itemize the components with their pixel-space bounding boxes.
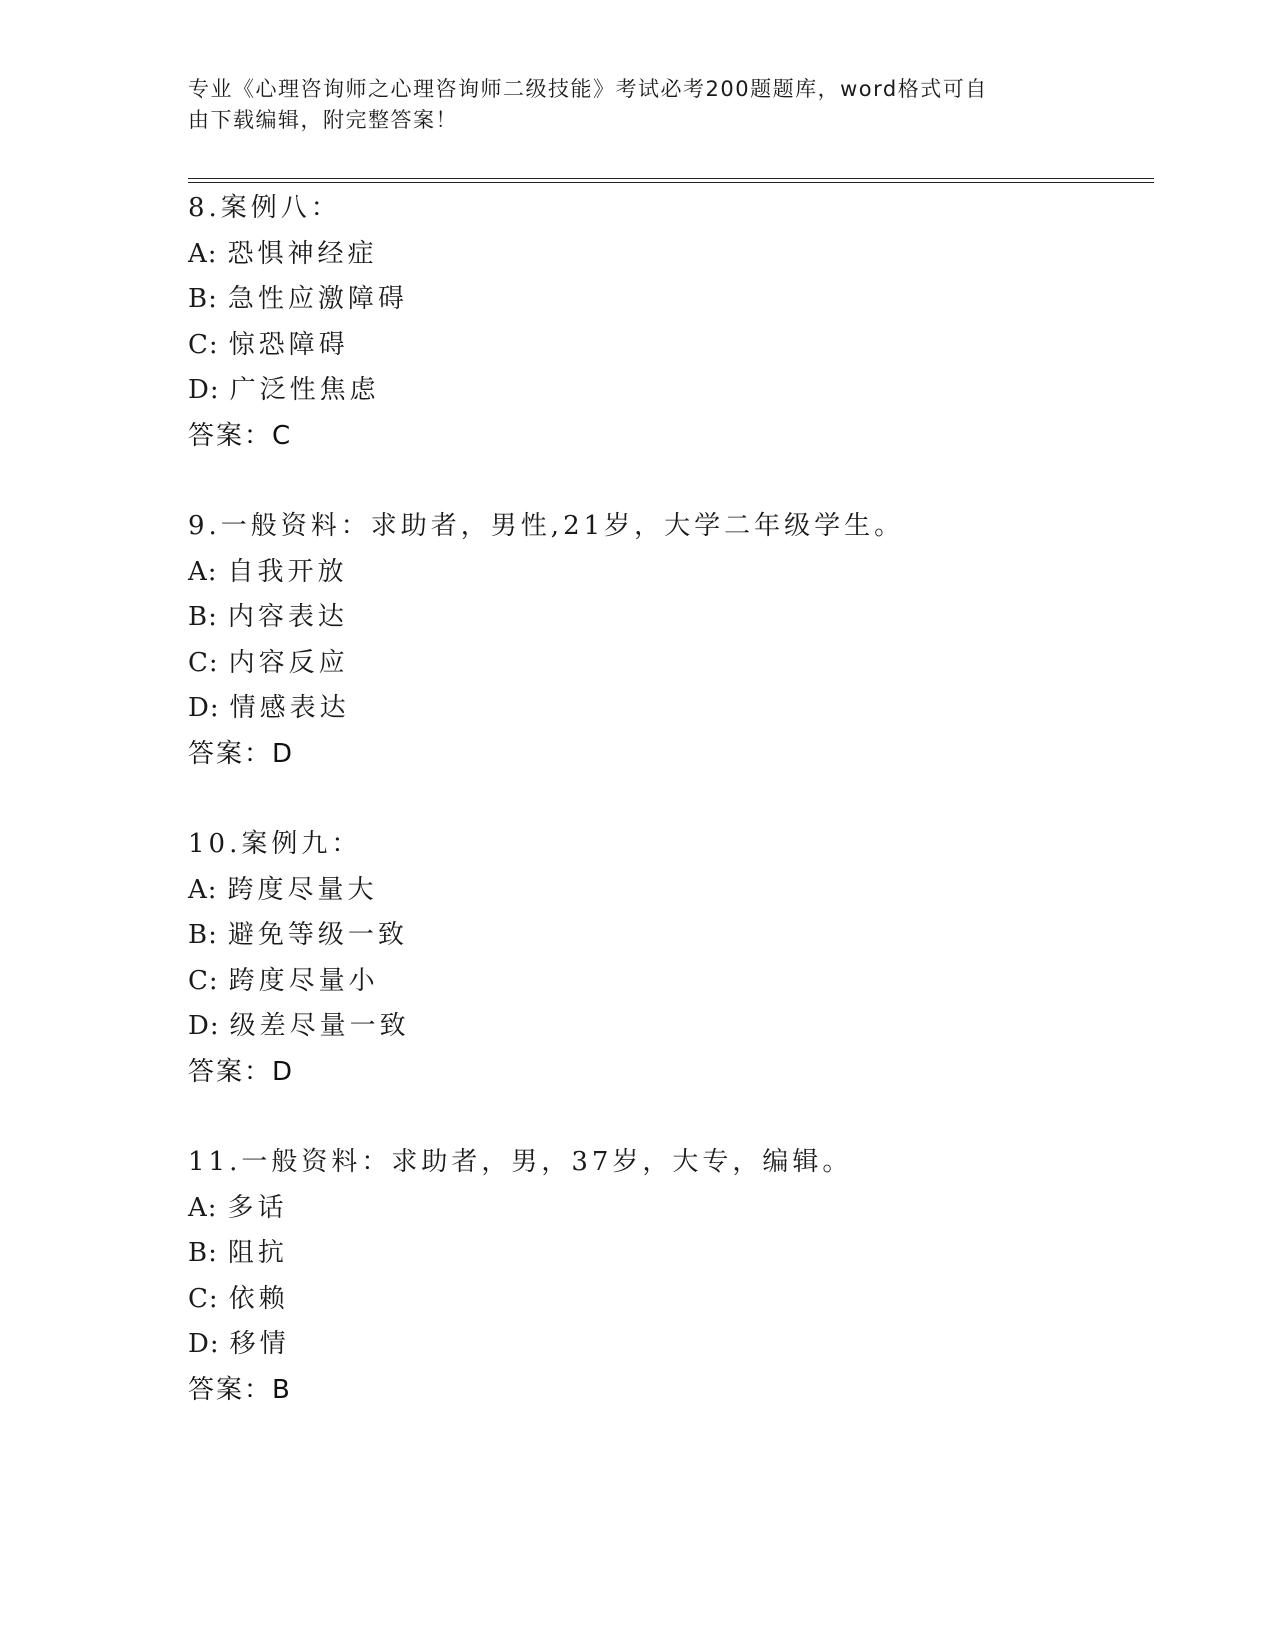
option-letter: D:	[188, 1329, 220, 1359]
header-divider-top	[188, 178, 1154, 179]
option-letter: B:	[188, 602, 218, 632]
option-text: 跨度尽量小	[228, 965, 379, 996]
option-letter: C:	[188, 965, 219, 996]
answer-line: 答案：C	[188, 420, 293, 451]
option-b	[188, 913, 1148, 959]
option-d	[188, 1004, 1148, 1050]
option-text: 惊恐障碍	[228, 329, 349, 360]
option-b	[188, 595, 1148, 641]
answer-line: 答案：D	[188, 738, 295, 769]
option-a	[188, 550, 1148, 596]
option-c	[188, 959, 1148, 1005]
header-divider-bottom	[188, 182, 1154, 183]
question-list	[188, 186, 1148, 1413]
question-10	[188, 822, 1148, 1095]
option-a	[188, 232, 1148, 278]
option-letter: D:	[188, 693, 220, 723]
option-d	[188, 368, 1148, 414]
question-9	[188, 504, 1148, 777]
option-a	[188, 868, 1148, 914]
document-header	[188, 74, 1068, 136]
option-text: 避免等级一致	[227, 920, 408, 950]
question-stem: 9.一般资料：求助者，男性,21岁，大学二年级学生。	[188, 511, 905, 541]
option-letter: A:	[188, 238, 218, 269]
option-letter: C:	[188, 1283, 219, 1314]
header-line-1: 专业《心理咨询师之心理咨询师二级技能》考试必考200题题库，word格式可自	[188, 77, 988, 101]
option-letter: C:	[188, 329, 219, 360]
option-letter: A:	[188, 874, 218, 905]
option-c	[188, 323, 1148, 369]
option-letter: D:	[188, 1011, 220, 1041]
option-text: 内容反应	[228, 647, 349, 678]
option-c	[188, 641, 1148, 687]
option-text: 恐惧神经症	[227, 238, 378, 269]
option-text: 阻抗	[227, 1238, 288, 1268]
option-text: 移情	[229, 1329, 290, 1359]
header-line-2: 由下载编辑，附完整答案！	[188, 108, 458, 132]
option-c	[188, 1277, 1148, 1323]
question-stem: 11.一般资料：求助者，男，37岁，大专，编辑。	[188, 1147, 853, 1177]
option-text: 级差尽量一致	[229, 1011, 410, 1041]
option-b	[188, 277, 1148, 323]
option-text: 多话	[227, 1192, 288, 1223]
question-11	[188, 1140, 1148, 1413]
option-d	[188, 1322, 1148, 1368]
answer-line: 答案：D	[188, 1056, 295, 1087]
option-d	[188, 686, 1148, 732]
option-text: 跨度尽量大	[227, 874, 378, 905]
option-letter: A:	[188, 556, 218, 587]
option-text: 自我开放	[227, 556, 348, 587]
option-b	[188, 1231, 1148, 1277]
option-text: 急性应激障碍	[227, 284, 408, 314]
option-letter: D:	[188, 375, 220, 405]
option-letter: B:	[188, 284, 218, 314]
option-text: 广泛性焦虑	[229, 375, 380, 405]
question-stem: 10.案例九：	[188, 829, 362, 859]
option-text: 依赖	[228, 1283, 289, 1314]
option-text: 内容表达	[227, 602, 348, 632]
option-letter: C:	[188, 647, 219, 678]
option-letter: A:	[188, 1192, 218, 1223]
answer-line: 答案：B	[188, 1374, 292, 1405]
question-stem: 8.案例八：	[188, 193, 341, 223]
option-a	[188, 1186, 1148, 1232]
question-8	[188, 186, 1148, 459]
option-letter: B:	[188, 920, 218, 950]
option-letter: B:	[188, 1238, 218, 1268]
option-text: 情感表达	[229, 693, 350, 723]
